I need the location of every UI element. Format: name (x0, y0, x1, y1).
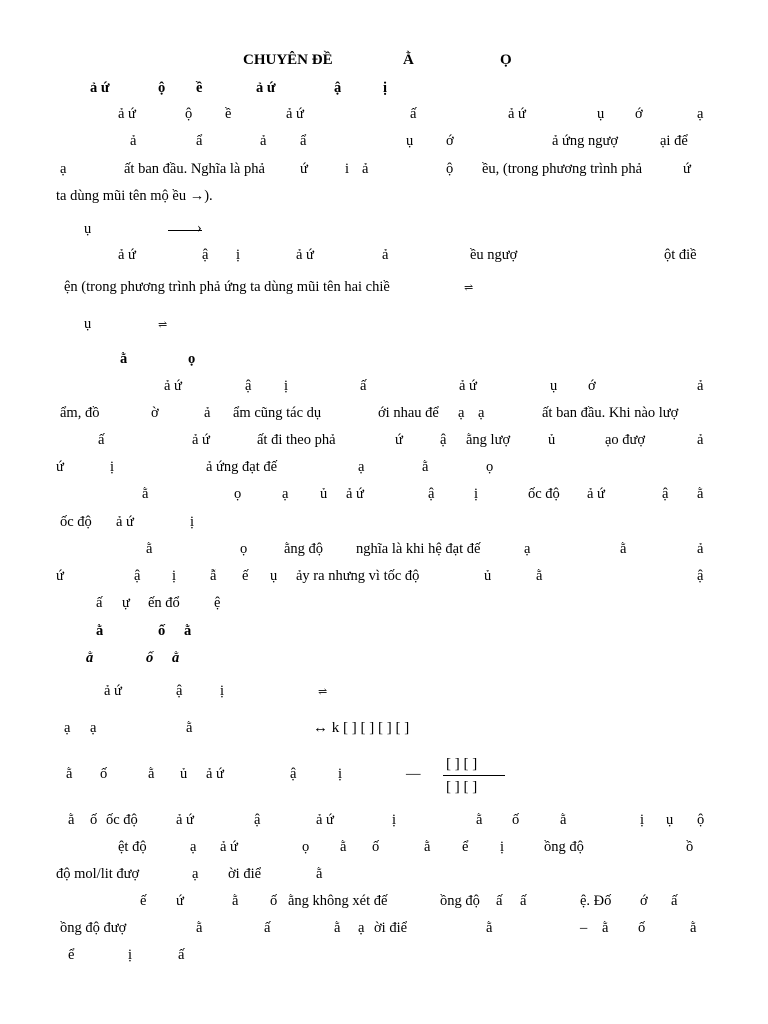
text-fragment: ậ (245, 378, 252, 394)
text-fragment: ọ (486, 459, 494, 475)
text-fragment: ị (640, 812, 645, 828)
text-fragment: ứ (395, 432, 403, 448)
text-fragment: ấ (98, 432, 105, 448)
title-char-1: Ằ (403, 52, 414, 68)
text-fragment: ất ban đầu. Khi nào lượ (542, 405, 679, 421)
fraction-numerator: [ ] [ ] (446, 756, 478, 772)
text-fragment: ằ (148, 766, 155, 782)
text-fragment: ấ (264, 920, 271, 936)
text-fragment: ấ (360, 378, 367, 394)
text-fragment: ạ (358, 920, 365, 936)
text-fragment: ụ (406, 133, 414, 149)
heading-fragment: ả ứ (90, 80, 110, 96)
text-fragment: i (345, 161, 350, 177)
text-fragment: ủ (484, 568, 492, 584)
text-fragment: ậ (254, 812, 261, 828)
text-fragment: ốc độ (60, 514, 92, 530)
arrow-head-icon: › (197, 220, 202, 236)
text-fragment: ậ (176, 683, 183, 699)
text-fragment: ứ (176, 893, 184, 909)
text-fragment: ả ứ (104, 683, 122, 699)
text-fragment: ấ (96, 595, 103, 611)
text-fragment: ứ (56, 568, 64, 584)
text-fragment: ằ (690, 920, 697, 936)
text-fragment: ất đi theo phả (257, 432, 336, 448)
text-fragment: ụ (550, 378, 558, 394)
text-fragment: ậ (662, 486, 669, 502)
text-fragment: ả (382, 247, 389, 263)
text-fragment: ứ (300, 161, 308, 177)
text-fragment: ả (260, 133, 267, 149)
heading-fragment: ậ (334, 80, 342, 96)
text-fragment: ề (225, 106, 232, 122)
text-fragment: ị (500, 839, 505, 855)
text-fragment: ạ (358, 459, 365, 475)
text-fragment: ế (140, 893, 147, 909)
text-fragment: ất ban đầu. Nghĩa là phả (124, 161, 265, 177)
text-fragment: ứ (56, 459, 64, 475)
heading-fragment: ọ (188, 351, 196, 367)
text-fragment: ộ (697, 812, 705, 828)
text-fragment: ệ. Đố (580, 893, 612, 909)
text-fragment: ả ứ (508, 106, 526, 122)
text-fragment: ậ (428, 486, 435, 502)
text-fragment: ố (638, 920, 646, 936)
text-fragment: ị (338, 766, 343, 782)
text-fragment: ả ứ (316, 812, 334, 828)
text-fragment: ủ (320, 486, 328, 502)
text-fragment: ạ (478, 405, 485, 421)
text-fragment: ằ (68, 812, 75, 828)
text-fragment: ạ (60, 161, 67, 177)
text-fragment: ị (474, 486, 479, 502)
text-fragment: ằ (486, 920, 493, 936)
text-fragment: ằ (424, 839, 431, 855)
text-fragment: ộ (446, 161, 454, 177)
text-fragment: ả ứ (296, 247, 314, 263)
equilibrium-arrow-icon: ⇌ (158, 319, 168, 331)
text-fragment: ố (512, 812, 520, 828)
text-fragment: ế (242, 568, 249, 584)
rate-formula: ↔ k [ ] [ ] [ ] [ ] (313, 720, 410, 736)
text-fragment: ị (392, 812, 397, 828)
text-fragment: ị (128, 947, 133, 963)
text-fragment: ố (270, 893, 278, 909)
example-label: ụ (84, 221, 92, 237)
text-fragment: ậ (290, 766, 297, 782)
heading-fragment: ằ (86, 650, 94, 666)
text-fragment: ới nhau để (378, 405, 439, 421)
fraction-bar (443, 775, 505, 776)
text-fragment: ằ (620, 541, 627, 557)
text-fragment: ả ứ (346, 486, 364, 502)
text-fragment: ả ứ (587, 486, 605, 502)
text-fragment: ằng độ (284, 541, 324, 557)
text-fragment: nghĩa là khi hệ đạt đế (356, 541, 481, 557)
text-fragment: ột điề (664, 247, 697, 263)
text-fragment: ả (204, 405, 211, 421)
text-fragment: ạ (90, 720, 97, 736)
text-fragment: ằ (697, 486, 704, 502)
text-fragment: ả ứ (164, 378, 182, 394)
text-fragment: ả ứ (176, 812, 194, 828)
text-fragment: ằ (422, 459, 429, 475)
text-fragment: ằ (340, 839, 347, 855)
text-fragment: ẩm cũng tác dụ (233, 405, 322, 421)
text-fragment: ồng độ (440, 893, 480, 909)
text-fragment: ị (236, 247, 241, 263)
text-fragment: ả ứ (459, 378, 477, 394)
text-fragment: ấ (520, 893, 527, 909)
text-fragment: ớ (588, 378, 596, 394)
text-fragment: ứ (683, 161, 691, 177)
text-fragment: ấ (178, 947, 185, 963)
text-fragment: ạ (192, 866, 199, 882)
text-fragment: ự (122, 595, 130, 611)
text-fragment: ả (697, 432, 704, 448)
text-fragment: ả (362, 161, 369, 177)
text-fragment: ộ (185, 106, 193, 122)
text-fragment: ấ (410, 106, 417, 122)
text-fragment: ớ (640, 893, 648, 909)
paragraph-1-line-4: ta dùng mũi tên mộ ều →). (56, 188, 213, 204)
heading-fragment: ề (196, 80, 203, 96)
text-fragment: ạ (458, 405, 465, 421)
text-fragment: ằ (66, 766, 73, 782)
text-fragment: ằ (232, 893, 239, 909)
text-fragment: ị (220, 683, 225, 699)
heading-fragment: ố (146, 650, 154, 666)
text-fragment: ờ (151, 405, 159, 421)
title-char-2: Ọ (500, 52, 512, 68)
heading-fragment: ằ (96, 623, 104, 639)
text-fragment: ị (190, 514, 195, 530)
text-fragment: ạ (190, 839, 197, 855)
text-fragment: ậ (697, 568, 704, 584)
text-fragment: ạ (64, 720, 71, 736)
text-fragment: ụ (666, 812, 674, 828)
text-fragment: ến đổ (148, 595, 180, 611)
text-fragment: ả ứ (118, 247, 136, 263)
text-fragment: ại để (660, 133, 688, 149)
text-fragment: ảy ra nhưng vì tốc độ (296, 568, 420, 584)
text-fragment: ẩ (196, 133, 203, 149)
text-fragment: ẩ (300, 133, 307, 149)
text-fragment: ằ (186, 720, 193, 736)
text-fragment: ị (284, 378, 289, 394)
text-fragment: ả ứ (220, 839, 238, 855)
heading-fragment: ằ (184, 623, 192, 639)
text-fragment: ụ (597, 106, 605, 122)
text-fragment: ả ứ (118, 106, 136, 122)
title-main: CHUYÊN ĐỀ (243, 52, 333, 68)
equals-dash: — (406, 766, 421, 782)
text-fragment: ậ (202, 247, 209, 263)
text-fragment: ọ (302, 839, 310, 855)
text-fragment: ấ (671, 893, 678, 909)
heading-fragment: ố (158, 623, 166, 639)
fraction-denominator: [ ] [ ] (446, 779, 478, 795)
example-label: ụ (84, 316, 92, 332)
text-fragment: ằ (146, 541, 153, 557)
text-fragment: ố (100, 766, 108, 782)
text-fragment: ả ứng ngượ (552, 133, 619, 149)
text-fragment: ều, (trong phương trình phả (482, 161, 643, 177)
text-fragment: ạo đượ (605, 432, 646, 448)
text-fragment: – (580, 920, 588, 936)
text-fragment: ọ (234, 486, 242, 502)
text-fragment: ậ (440, 432, 447, 448)
text-fragment: ớ (446, 133, 454, 149)
text-fragment: ời điể (374, 920, 408, 936)
text-fragment: ệ (214, 595, 221, 611)
text-fragment: ằ (316, 866, 323, 882)
text-fragment: ằng không xét đế (288, 893, 388, 909)
text-fragment: ả ứ (206, 766, 224, 782)
text-fragment: ằ (560, 812, 567, 828)
text-fragment: ủ (548, 432, 556, 448)
text-fragment: ằng lượ (466, 432, 511, 448)
text-fragment: ện (trong phương trình phả ứng ta dùng mũi tên hai chiề (64, 279, 390, 295)
text-fragment: ể (68, 947, 75, 963)
text-fragment: ằ (602, 920, 609, 936)
heading-fragment: ằ (172, 650, 180, 666)
text-fragment: ốc độ (106, 812, 138, 828)
text-fragment: ằ (536, 568, 543, 584)
text-fragment: ủ (180, 766, 188, 782)
text-fragment: ớ (635, 106, 643, 122)
text-fragment: ố (90, 812, 98, 828)
text-fragment: ời điể (228, 866, 262, 882)
text-fragment: ồ (686, 839, 694, 855)
text-fragment: ả ứ (116, 514, 134, 530)
heading-fragment: ằ (120, 351, 128, 367)
text-fragment: ị (172, 568, 177, 584)
heading-fragment: ộ (158, 80, 166, 96)
equilibrium-arrow-icon: ⇌ (318, 686, 328, 698)
text-fragment: ằ (476, 812, 483, 828)
text-fragment: ả (697, 378, 704, 394)
text-fragment: độ mol/lit đượ (56, 866, 140, 882)
text-fragment: ốc độ (528, 486, 560, 502)
text-fragment: ệt độ (118, 839, 147, 855)
text-fragment: ả ứ (192, 432, 210, 448)
text-fragment: ả (697, 541, 704, 557)
text-fragment: ẩm, đồ (60, 405, 100, 421)
text-fragment: ằ (142, 486, 149, 502)
heading-fragment: ả ứ (256, 80, 276, 96)
text-fragment: ể (462, 839, 469, 855)
text-fragment: ẫ (210, 568, 217, 584)
text-fragment: ả ứng đạt đế (206, 459, 278, 475)
text-fragment: ạ (524, 541, 531, 557)
text-fragment: ạ (697, 106, 704, 122)
text-fragment: ều ngượ (470, 247, 518, 263)
text-fragment: ằ (334, 920, 341, 936)
text-fragment: ằ (196, 920, 203, 936)
text-fragment: ị (110, 459, 115, 475)
text-fragment: ậ (134, 568, 141, 584)
equilibrium-arrow-icon: ⇌ (464, 282, 474, 294)
text-fragment: ọ (240, 541, 248, 557)
text-fragment: ấ (496, 893, 503, 909)
heading-fragment: ị (383, 80, 388, 96)
text-fragment: ố (372, 839, 380, 855)
text-fragment: ạ (282, 486, 289, 502)
text-fragment: ụ (270, 568, 278, 584)
text-fragment: ả ứ (286, 106, 304, 122)
text-fragment: ồng độ (544, 839, 584, 855)
text-fragment: ồng độ đượ (60, 920, 127, 936)
text-fragment: ả (130, 133, 137, 149)
